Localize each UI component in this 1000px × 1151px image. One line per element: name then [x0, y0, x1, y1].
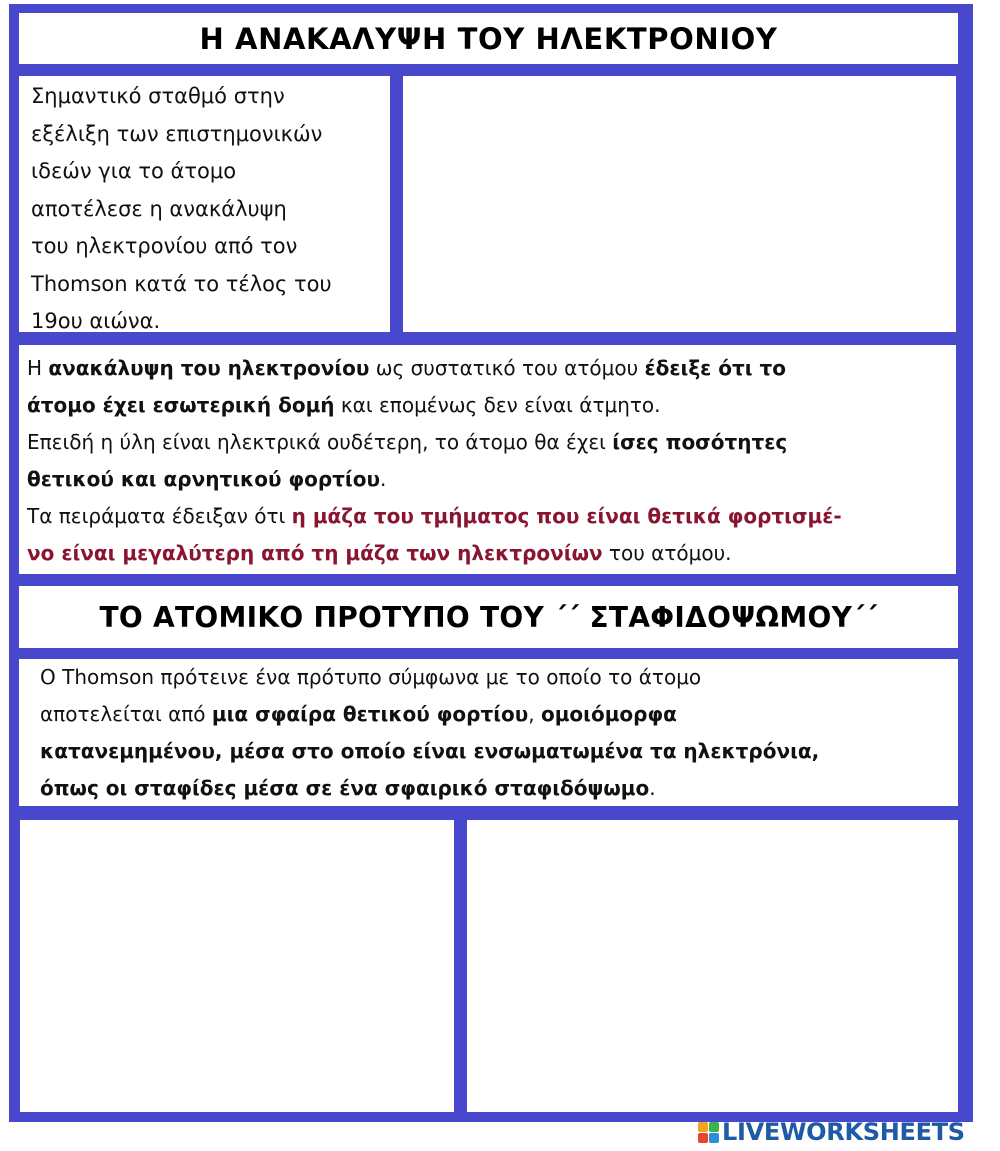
intro-line: του ηλεκτρονίου από τον [31, 234, 298, 258]
image-drop-area-3[interactable] [467, 820, 958, 1112]
model-line: κατανεμημένου, μέσα στο οποίο είναι ενσωματωμένα τα ηλεκτρόνια, [40, 739, 820, 763]
model-paragraph [40, 659, 958, 807]
model-line: αποτελείται από μια σφαίρα θετικού φορτίου, ομοιόμορφα [40, 702, 677, 726]
logo-text: LIVEWORKSHEETS [722, 1118, 965, 1146]
intro-text-box [19, 76, 390, 332]
discovery-line: Επειδή η ύλη είναι ηλεκτρικά ουδέτερη, το άτομο θα έχει ίσες ποσότητες [27, 430, 788, 454]
discovery-line: θετικού και αρνητικού φορτίου. [27, 467, 387, 491]
title-text: ΤΟ ΑΤΟΜΙΚΟ ΠΡΟΤΥΠΟ ΤΟΥ ΄΄ ΣΤΑΦΙΔΟΨΩΜΟΥ΄΄ [99, 600, 878, 634]
model-line: Ο Thomson πρότεινε ένα πρότυπο σύμφωνα με το οποίο το άτομο [40, 665, 702, 689]
discovery-line: Η ανακάλυψη του ηλεκτρονίου ως συστατικό του ατόμου έδειξε ότι το [27, 356, 786, 380]
discovery-paragraph [27, 350, 956, 572]
intro-line: ιδεών για το άτομο [31, 159, 237, 183]
title-text: Η ΑΝΑΚΑΛΥΨΗ ΤΟΥ ΗΛΕΚΤΡΟΝΙΟΥ [199, 21, 778, 56]
title-discovery-of-electron [19, 13, 958, 64]
liveworksheets-logo [698, 1118, 965, 1146]
logo-mark-icon [698, 1122, 719, 1143]
intro-line: αποτέλεσε η ανακάλυψη [31, 196, 287, 221]
discovery-line: Τα πειράματα έδειξαν ότι η μάζα του τμήματος που είναι θετικά φορτισμέ- [27, 504, 842, 528]
discovery-line: άτομο έχει εσωτερική δομή και επομένως δεν είναι άτμητο. [27, 393, 661, 417]
model-text-box [19, 659, 958, 806]
image-drop-area-1[interactable] [403, 76, 956, 332]
model-line: όπως οι σταφίδες μέσα σε ένα σφαιρικό σταφιδόψωμο. [40, 776, 656, 800]
intro-line: 19ου αιώνα. [31, 309, 161, 333]
intro-line: εξέλιξη των επιστημονικών [31, 121, 323, 146]
intro-line: Thomson κατά το τέλος του [31, 271, 332, 296]
image-drop-area-2[interactable] [20, 820, 454, 1112]
intro-line: Σημαντικό σταθμό στην [31, 84, 285, 108]
title-raisin-bread-model [19, 586, 958, 648]
discovery-line: νο είναι μεγαλύτερη από τη μάζα των ηλεκτρονίων του ατόμου. [27, 541, 732, 565]
discovery-text-box [19, 345, 956, 574]
intro-paragraph [31, 78, 390, 341]
